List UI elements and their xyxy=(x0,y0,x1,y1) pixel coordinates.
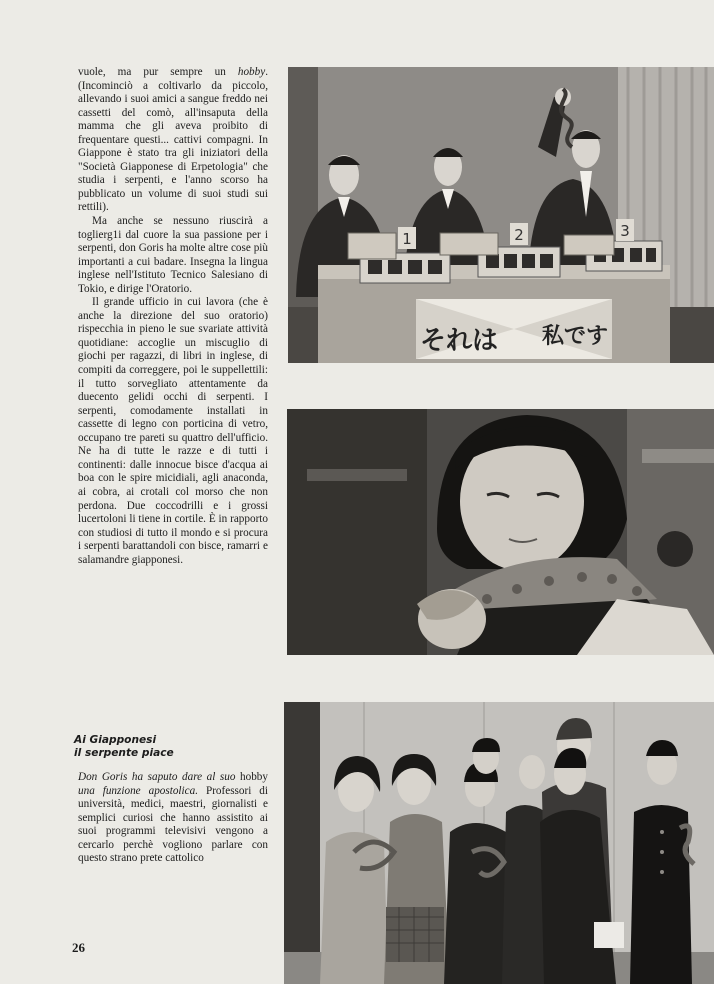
banner-text-left: それは xyxy=(420,326,499,356)
group-scene xyxy=(284,702,714,984)
desk-number-2: 2 xyxy=(514,226,524,244)
photo-tv-quiz-show xyxy=(288,67,714,363)
photo-girl-with-snake xyxy=(287,409,714,655)
banner-text-right: 私です xyxy=(542,324,609,349)
photo-group-with-priest xyxy=(284,702,714,984)
paragraph-1: vuole, ma pur sempre un hobby. (Incominciò a coltivarlo da piccolo, allevando i suoi amici a sangue freddo nei cassetti del comò, all'insaputa della mamma che gli aveva proibito di frequentare questi... cattivi compagni. In Giappone è stato tra gli iniziatori della "Società Giapponese di Erpetologia" che studia i serpenti, e l'anno scorso ha pubblicato un volume di suoi studi sui rettili). xyxy=(78,66,268,214)
desk-number-3: 3 xyxy=(620,222,630,240)
section-text: Don Goris ha saputo dare al suo hobby una funzione apostolica. Professori di università, medici, maestri, giornalisti e semplici curiosi che hanno assistito ai suoi programmi televisivi vengono a cercarlo perchè vogliono parlare con questo strano prete cattolico xyxy=(78,771,268,865)
body-text-column xyxy=(78,66,268,567)
girl-snake-scene xyxy=(287,409,714,655)
section-heading: Ai Giapponesi il serpente piace xyxy=(74,734,174,759)
tv-show-scene xyxy=(288,67,714,363)
desk-number-1: 1 xyxy=(402,230,412,248)
hobby-italic: hobby xyxy=(237,66,266,78)
paragraph-3: Il grande ufficio in cui lavora (che è anche la direzione del suo oratorio) rispecchia in pieno le sue svariate attività quotidiane: accoglie un miscuglio di giochi per ragazzi, di libri in inglese, di compiti da correggere, poi le suppellettili: il tutto sorvegliato attentamente da duecento gelidi occhi di serpenti. I serpenti, comodamente installati in cassette di legno con porticina di vetro, occupano tre pareti su quattro dell'ufficio. Ne ha di tutte le razze e di tutti i continenti: dalle innocue bisce d'acqua ai boa con le spire micidiali, agli anaconda, ai cobra, ai crotali col morso che non perdona. Due coccodrilli e i grossi lucertoloni li tiene in cortile. È in rapporto con studiosi di tutto il mondo e si procura i serpenti barattandoli con bisce, ramarri e salamandre giapponesi. xyxy=(78,296,268,566)
page-number: 26 xyxy=(72,940,85,955)
paragraph-2: Ma anche se nessuno riuscirà a toglierg1i dal cuore la sua passione per i serpenti, don Goris ha molte altre cose più importanti a cui badare. Insegna la lingua inglese nell'Istituto Tecnico Salesiano di Tokio, e dirige l'Oratorio. xyxy=(78,215,268,295)
